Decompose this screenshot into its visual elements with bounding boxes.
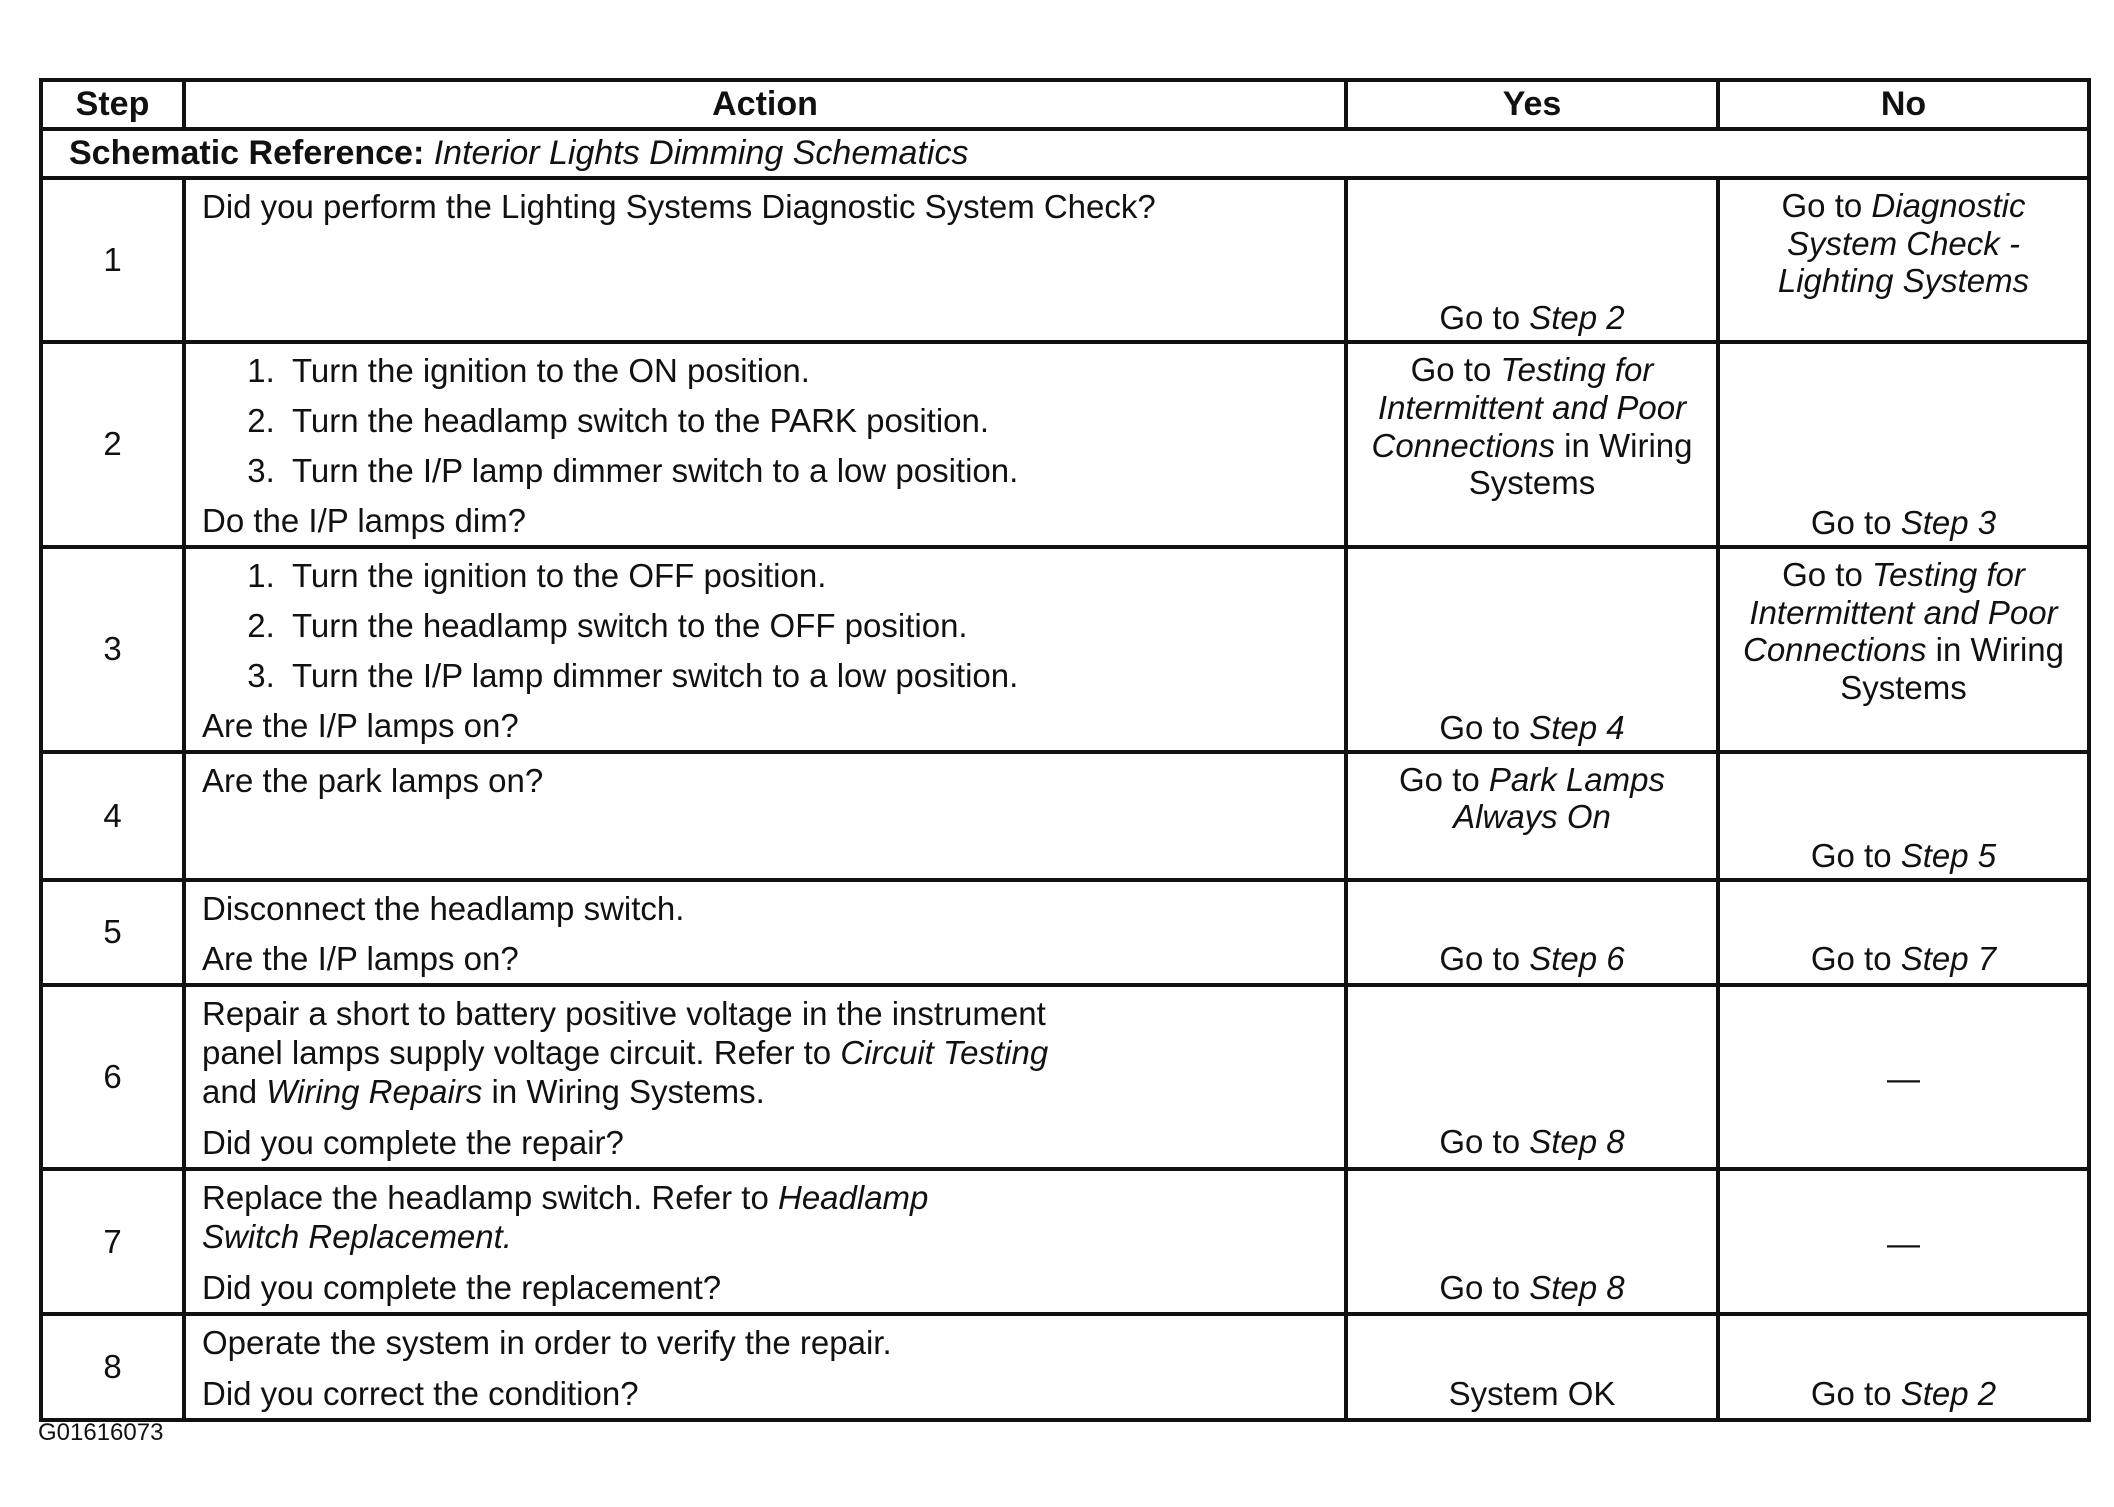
step-number: 1 xyxy=(41,178,184,342)
step-number: 6 xyxy=(41,985,184,1169)
goto-text: Go to xyxy=(1810,503,1892,541)
step-link[interactable]: Step 4 xyxy=(1529,708,1625,746)
step-action xyxy=(184,342,1346,547)
step-number: 4 xyxy=(41,752,184,880)
reference-link[interactable]: Wiring Repairs xyxy=(266,1073,483,1111)
no-result xyxy=(1718,342,2089,547)
no-result xyxy=(1718,178,2089,342)
header-step: Step xyxy=(41,80,184,129)
reference-link[interactable]: Headlamp Switch Replacement. xyxy=(202,1179,929,1256)
goto-text: Go to xyxy=(1781,187,1863,224)
step-question: Did you perform the Lighting Systems Diagnostic System Check? xyxy=(202,188,1156,225)
goto-text: Go to xyxy=(1410,351,1492,389)
not-applicable-dash: — xyxy=(1887,1060,1920,1098)
yes-result xyxy=(1346,985,1718,1169)
yes-result xyxy=(1346,342,1718,547)
table-row xyxy=(41,1314,2089,1420)
substep-list xyxy=(202,352,1330,491)
header-action: Action xyxy=(184,80,1346,129)
reference-link[interactable]: Circuit Testing xyxy=(840,1034,1049,1072)
table-row xyxy=(41,752,2089,880)
no-result xyxy=(1718,752,2089,880)
schematic-reference xyxy=(41,129,2089,178)
step-question: Did you correct the condition? xyxy=(202,1374,639,1412)
step-link[interactable]: Step 8 xyxy=(1529,1123,1625,1161)
table-row xyxy=(41,985,2089,1169)
step-question: Did you complete the repair? xyxy=(202,1124,624,1162)
substep: 3. Turn the I/P lamp dimmer switch to a low position. xyxy=(284,452,1330,491)
step-action xyxy=(184,547,1346,752)
no-result xyxy=(1718,1169,2089,1314)
step-instruction: Operate the system in order to verify the repair. xyxy=(202,1323,892,1361)
goto-text: Go to xyxy=(1439,1123,1521,1161)
step-link[interactable]: Step 3 xyxy=(1900,503,1997,541)
yes-result xyxy=(1346,547,1718,752)
reference-suffix: in Wiring Systems xyxy=(1468,426,1693,502)
substep: 3. Turn the I/P lamp dimmer switch to a low position. xyxy=(284,657,1330,696)
reference-link[interactable]: Diagnostic System Check - Lighting Systems xyxy=(1777,187,2030,300)
yes-result xyxy=(1346,880,1718,986)
step-number: 5 xyxy=(41,880,184,986)
goto-text: Go to xyxy=(1439,939,1521,977)
goto-text: Go to xyxy=(1810,836,1892,874)
not-applicable-dash: — xyxy=(1887,1224,1920,1262)
step-number: 3 xyxy=(41,547,184,752)
substep: 2. Turn the headlamp switch to the OFF position. xyxy=(284,607,1330,646)
step-question: Did you complete the replacement? xyxy=(202,1269,722,1306)
substep-list xyxy=(202,557,1330,696)
step-link[interactable]: Step 5 xyxy=(1900,836,1997,874)
header-no: No xyxy=(1718,80,2089,129)
table-row xyxy=(41,178,2089,342)
instruction-text: Replace the headlamp switch. Refer to xyxy=(202,1179,769,1217)
step-instruction: Disconnect the headlamp switch. xyxy=(202,889,685,927)
step-action xyxy=(184,1169,1346,1314)
table-row xyxy=(41,880,2089,986)
step-instruction xyxy=(202,1179,1330,1257)
goto-text: Go to xyxy=(1782,556,1863,594)
table-row xyxy=(41,1169,2089,1314)
step-action xyxy=(184,1314,1346,1420)
goto-text: Go to xyxy=(1439,708,1521,746)
step-number: 8 xyxy=(41,1314,184,1420)
instruction-text: in Wiring Systems. xyxy=(491,1073,765,1111)
step-number: 2 xyxy=(41,342,184,547)
reference-link[interactable]: Testing for Intermittent and Poor Connections xyxy=(1371,351,1687,464)
step-link[interactable]: Step 7 xyxy=(1900,939,1997,977)
no-result xyxy=(1718,1314,2089,1420)
step-question: Are the I/P lamps on? xyxy=(202,706,519,744)
goto-text: Go to xyxy=(1439,1268,1521,1306)
yes-result xyxy=(1346,752,1718,880)
step-link[interactable]: Step 8 xyxy=(1529,1268,1625,1306)
result-text: System OK xyxy=(1448,1375,1616,1413)
step-question: Are the park lamps on? xyxy=(202,761,544,799)
goto-text: Go to xyxy=(1810,1375,1892,1413)
goto-text: Go to xyxy=(1810,939,1892,977)
step-link[interactable]: Step 2 xyxy=(1529,299,1625,337)
instruction-text: Repair a short to battery positive voltage in the instrument panel lamps supply voltage circuit. Refer to xyxy=(202,995,1046,1072)
yes-result xyxy=(1346,178,1718,342)
reference-link[interactable]: Park Lamps Always On xyxy=(1453,760,1665,836)
step-action xyxy=(184,178,1346,342)
reference-title: Interior Lights Dimming Schematics xyxy=(433,134,969,172)
step-number: 7 xyxy=(41,1169,184,1314)
schematic-reference-row xyxy=(41,129,2089,178)
reference-label: Schematic Reference: xyxy=(69,134,425,172)
substep: 1. Turn the ignition to the OFF position. xyxy=(284,557,1330,596)
step-action xyxy=(184,752,1346,880)
no-result xyxy=(1718,880,2089,986)
diagnostic-table xyxy=(39,78,2091,1422)
reference-link[interactable]: Testing for Intermittent and Poor Connections xyxy=(1743,556,2058,669)
yes-result xyxy=(1346,1314,1718,1420)
step-link[interactable]: Step 2 xyxy=(1900,1375,1997,1413)
substep: 2. Turn the headlamp switch to the PARK position. xyxy=(284,402,1330,441)
step-question: Do the I/P lamps dim? xyxy=(202,501,527,539)
step-action xyxy=(184,880,1346,986)
step-question: Are the I/P lamps on? xyxy=(202,940,519,978)
table-row xyxy=(41,342,2089,547)
step-instruction xyxy=(202,995,1330,1112)
header-yes: Yes xyxy=(1346,80,1718,129)
step-link[interactable]: Step 6 xyxy=(1529,939,1625,977)
no-result xyxy=(1718,985,2089,1169)
table-row xyxy=(41,547,2089,752)
header-row xyxy=(41,80,2089,129)
yes-result xyxy=(1346,1169,1718,1314)
reference-suffix: in Wiring Systems xyxy=(1840,631,2064,706)
instruction-text: and xyxy=(202,1073,258,1111)
goto-text: Go to xyxy=(1399,760,1480,798)
step-action xyxy=(184,985,1346,1169)
figure-id: G01616073 xyxy=(38,1419,164,1446)
substep: 1. Turn the ignition to the ON position. xyxy=(284,352,1330,391)
goto-text: Go to xyxy=(1439,299,1521,337)
no-result xyxy=(1718,547,2089,752)
